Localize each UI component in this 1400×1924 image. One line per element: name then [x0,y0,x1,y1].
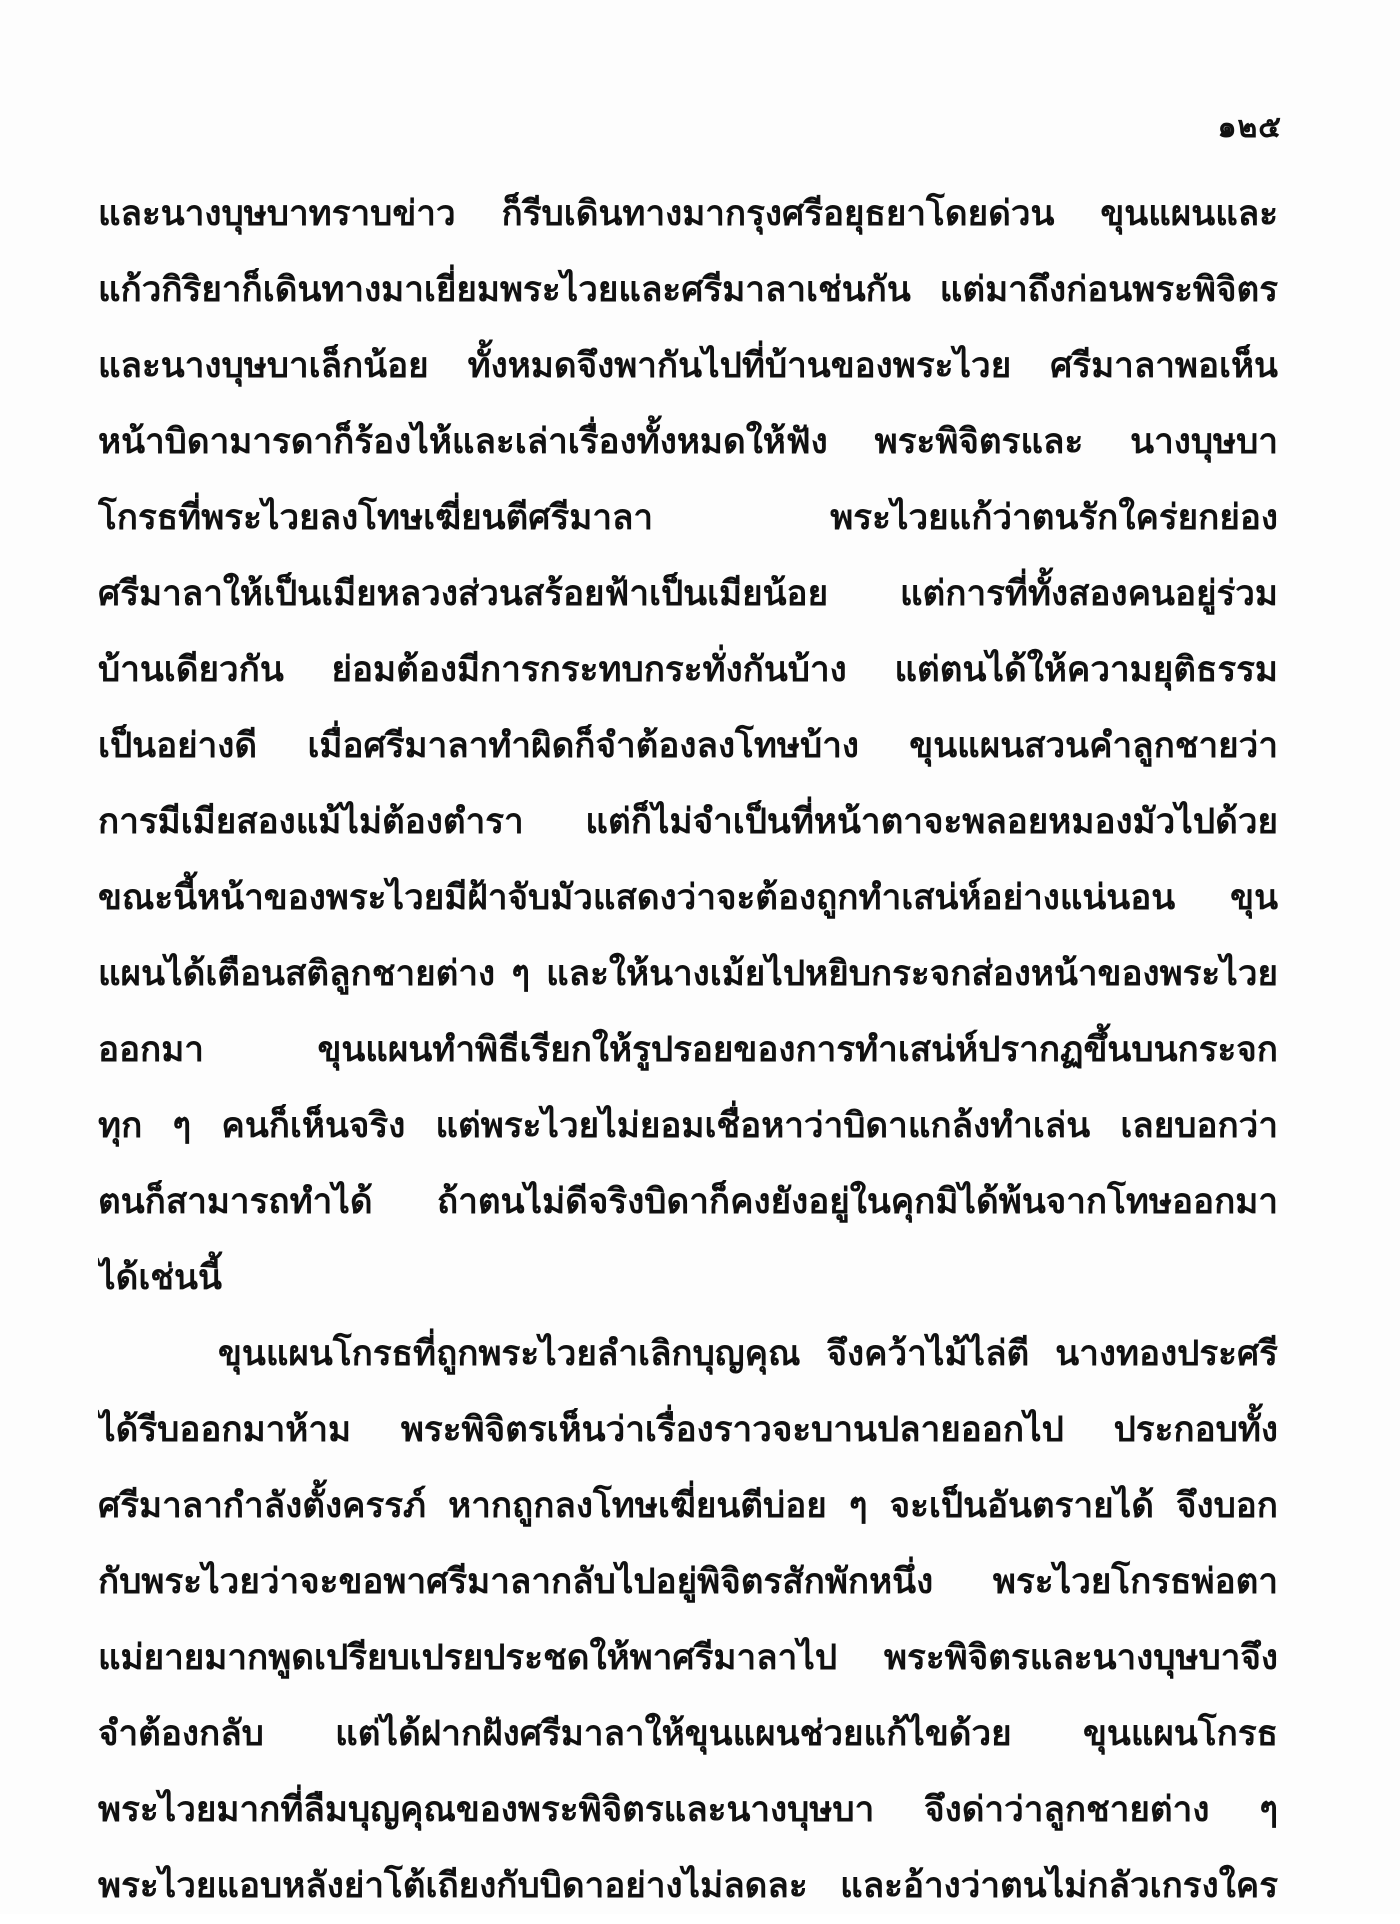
text-line: ออกมา ขุนแผนทำพิธีเรียกให้รูปรอยของการทำเสน่ห์ปรากฏขึ้นบนกระจก [98,1030,1278,1070]
text-line: ขุนแผนโกรธที่ถูกพระไวยลำเลิกบุญคุณ จึงคว้าไม้ไล่ตี นางทองประศรี [218,1334,1278,1374]
text-line: เป็นอย่างดี เมื่อศรีมาลาทำผิดก็จำต้องลงโทษบ้าง ขุนแผนสวนคำลูกชายว่า [98,726,1278,766]
text-line: ศรีมาลาให้เป็นเมียหลวงส่วนสร้อยฟ้าเป็นเมียน้อย แต่การที่ทั้งสองคนอยู่ร่วม [98,574,1278,614]
text-line: ขณะนี้หน้าของพระไวยมีฝ้าจับมัวแสดงว่าจะต้องถูกทำเสน่ห์อย่างแน่นอน ขุน [98,878,1278,918]
text-line: ทุก ๆ คนก็เห็นจริง แต่พระไวยไม่ยอมเชื่อหาว่าบิดาแกล้งทำเล่น เลยบอกว่า [98,1106,1278,1146]
text-line: แก้วกิริยาก็เดินทางมาเยี่ยมพระไวยและศรีมาลาเช่นกัน แต่มาถึงก่อนพระพิจิตร [98,270,1278,310]
text-line: แม่ยายมากพูดเปรียบเปรยประชดให้พาศรีมาลาไป พระพิจิตรและนางบุษบาจึง [98,1638,1278,1678]
text-line: หน้าบิดามารดาก็ร้องไห้และเล่าเรื่องทั้งหมดให้ฟัง พระพิจิตรและ นางบุษบา [98,422,1278,462]
text-line: ศรีมาลากำลังตั้งครรภ์ หากถูกลงโทษเฆี่ยนตีบ่อย ๆ จะเป็นอันตรายได้ จึงบอก [98,1486,1278,1526]
text-line: กับพระไวยว่าจะขอพาศรีมาลากลับไปอยู่พิจิตรสักพักหนึ่ง พระไวยโกรธพ่อตา [98,1562,1278,1602]
text-line: พระไวยมากที่ลืมบุญคุณของพระพิจิตรและนางบุษบา จึงด่าว่าลูกชายต่าง ๆ [98,1790,1278,1830]
paragraph-1 [98,176,1278,1316]
body-text [98,176,1278,1924]
text-line: ตนก็สามารถทำได้ ถ้าตนไม่ดีจริงบิดาก็คงยังอยู่ในคุกมิได้พ้นจากโทษออกมา [98,1182,1278,1222]
paragraph-2 [98,1316,1278,1924]
text-line: ได้เช่นนี้ [98,1258,222,1298]
text-line: และนางบุษบาทราบข่าว ก็รีบเดินทางมากรุงศรีอยุธยาโดยด่วน ขุนแผนและ [98,194,1278,234]
text-line: จำต้องกลับ แต่ได้ฝากฝังศรีมาลาให้ขุนแผนช่วยแก้ไขด้วย ขุนแผนโกรธ [98,1714,1278,1754]
page-number: ๑๒๕ [1217,110,1282,145]
text-line: ได้รีบออกมาห้าม พระพิจิตรเห็นว่าเรื่องราวจะบานปลายออกไป ประกอบทั้ง [98,1410,1278,1450]
text-line: บ้านเดียวกัน ย่อมต้องมีการกระทบกระทั่งกันบ้าง แต่ตนได้ให้ความยุติธรรม [98,650,1278,690]
text-line: แผนได้เตือนสติลูกชายต่าง ๆ และให้นางเม้ยไปหยิบกระจกส่องหน้าของพระไวย [98,954,1278,994]
text-line: โกรธที่พระไวยลงโทษเฆี่ยนตีศรีมาลา พระไวยแก้ว่าตนรักใคร่ยกย่อง [98,498,1278,538]
text-line: และนางบุษบาเล็กน้อย ทั้งหมดจึงพากันไปที่บ้านของพระไวย ศรีมาลาพอเห็น [98,346,1278,386]
text-line: การมีเมียสองแม้ไม่ต้องตำรา แต่ก็ไม่จำเป็นที่หน้าตาจะพลอยหมองมัวไปด้วย [98,802,1278,842]
text-line: พระไวยแอบหลังย่าโต้เถียงกับบิดาอย่างไม่ลดละ และอ้างว่าตนไม่กลัวเกรงใคร [98,1866,1278,1906]
